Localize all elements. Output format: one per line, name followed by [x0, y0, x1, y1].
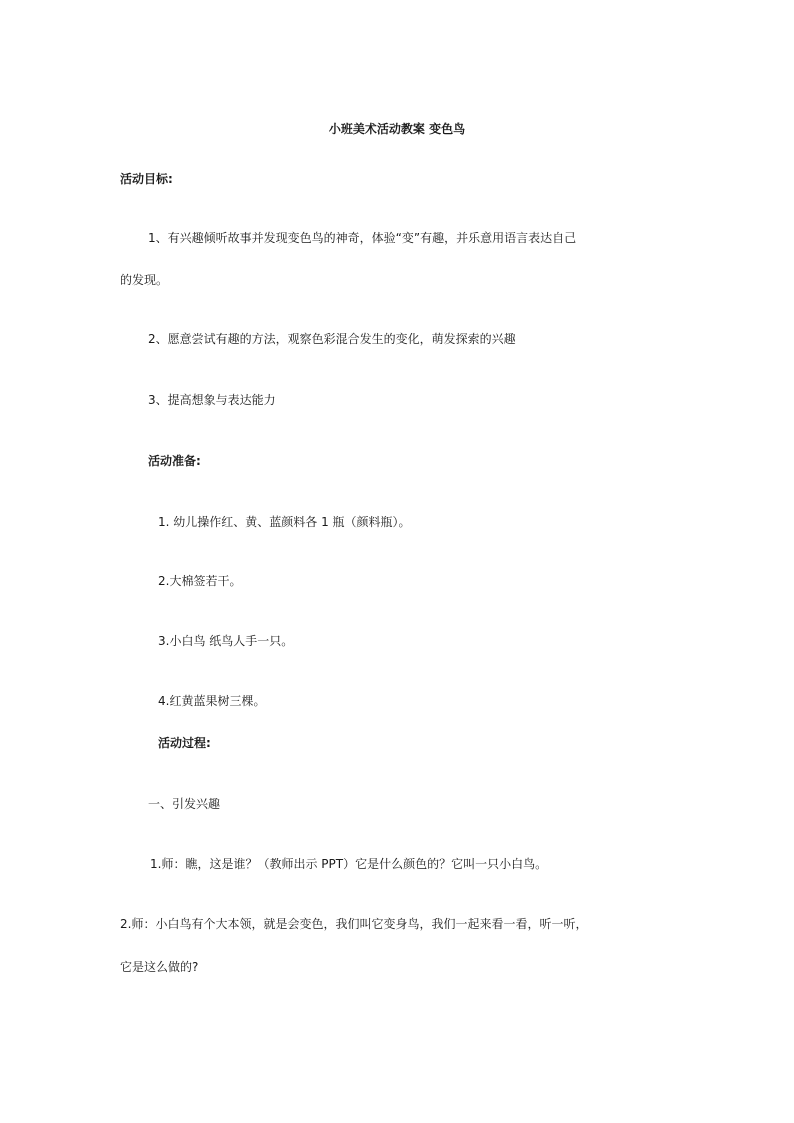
goal-item-3: 3、提高想象与表达能力 [148, 393, 276, 407]
prep-item-3: 3.小白鸟 纸鸟人手一只。 [158, 634, 294, 648]
goals-heading: 活动目标: [120, 172, 173, 186]
process-heading: 活动过程: [158, 736, 211, 750]
prep-item-1: 1. 幼儿操作红、黄、蓝颜料各 1 瓶（颜料瓶）。 [158, 515, 411, 529]
goal-item-1: 1、有兴趣倾听故事并发现变色鸟的神奇，体验“变”有趣，并乐意用语言表达自己 [148, 231, 577, 245]
process-item-2: 2.师：小白鸟有个大本领，就是会变色，我们叫它变身鸟，我们一起来看一看，听一听， [120, 917, 588, 931]
process-section-1: 一、引发兴趣 [148, 797, 221, 811]
document-title: 小班美术活动教案 变色鸟 [328, 122, 466, 136]
prep-item-2: 2.大棉签若干。 [158, 574, 242, 588]
process-item-1: 1.师：瞧，这是谁？（教师出示 PPT）它是什么颜色的？它叫一只小白鸟。 [150, 857, 548, 871]
prep-heading: 活动准备: [148, 454, 201, 468]
prep-item-4: 4.红黄蓝果树三棵。 [158, 694, 266, 708]
goal-item-2: 2、愿意尝试有趣的方法，观察色彩混合发生的变化，萌发探索的兴趣 [148, 332, 516, 346]
goal-item-1-continued: 的发现。 [120, 273, 169, 287]
process-item-2-continued: 它是这么做的? [120, 960, 199, 974]
